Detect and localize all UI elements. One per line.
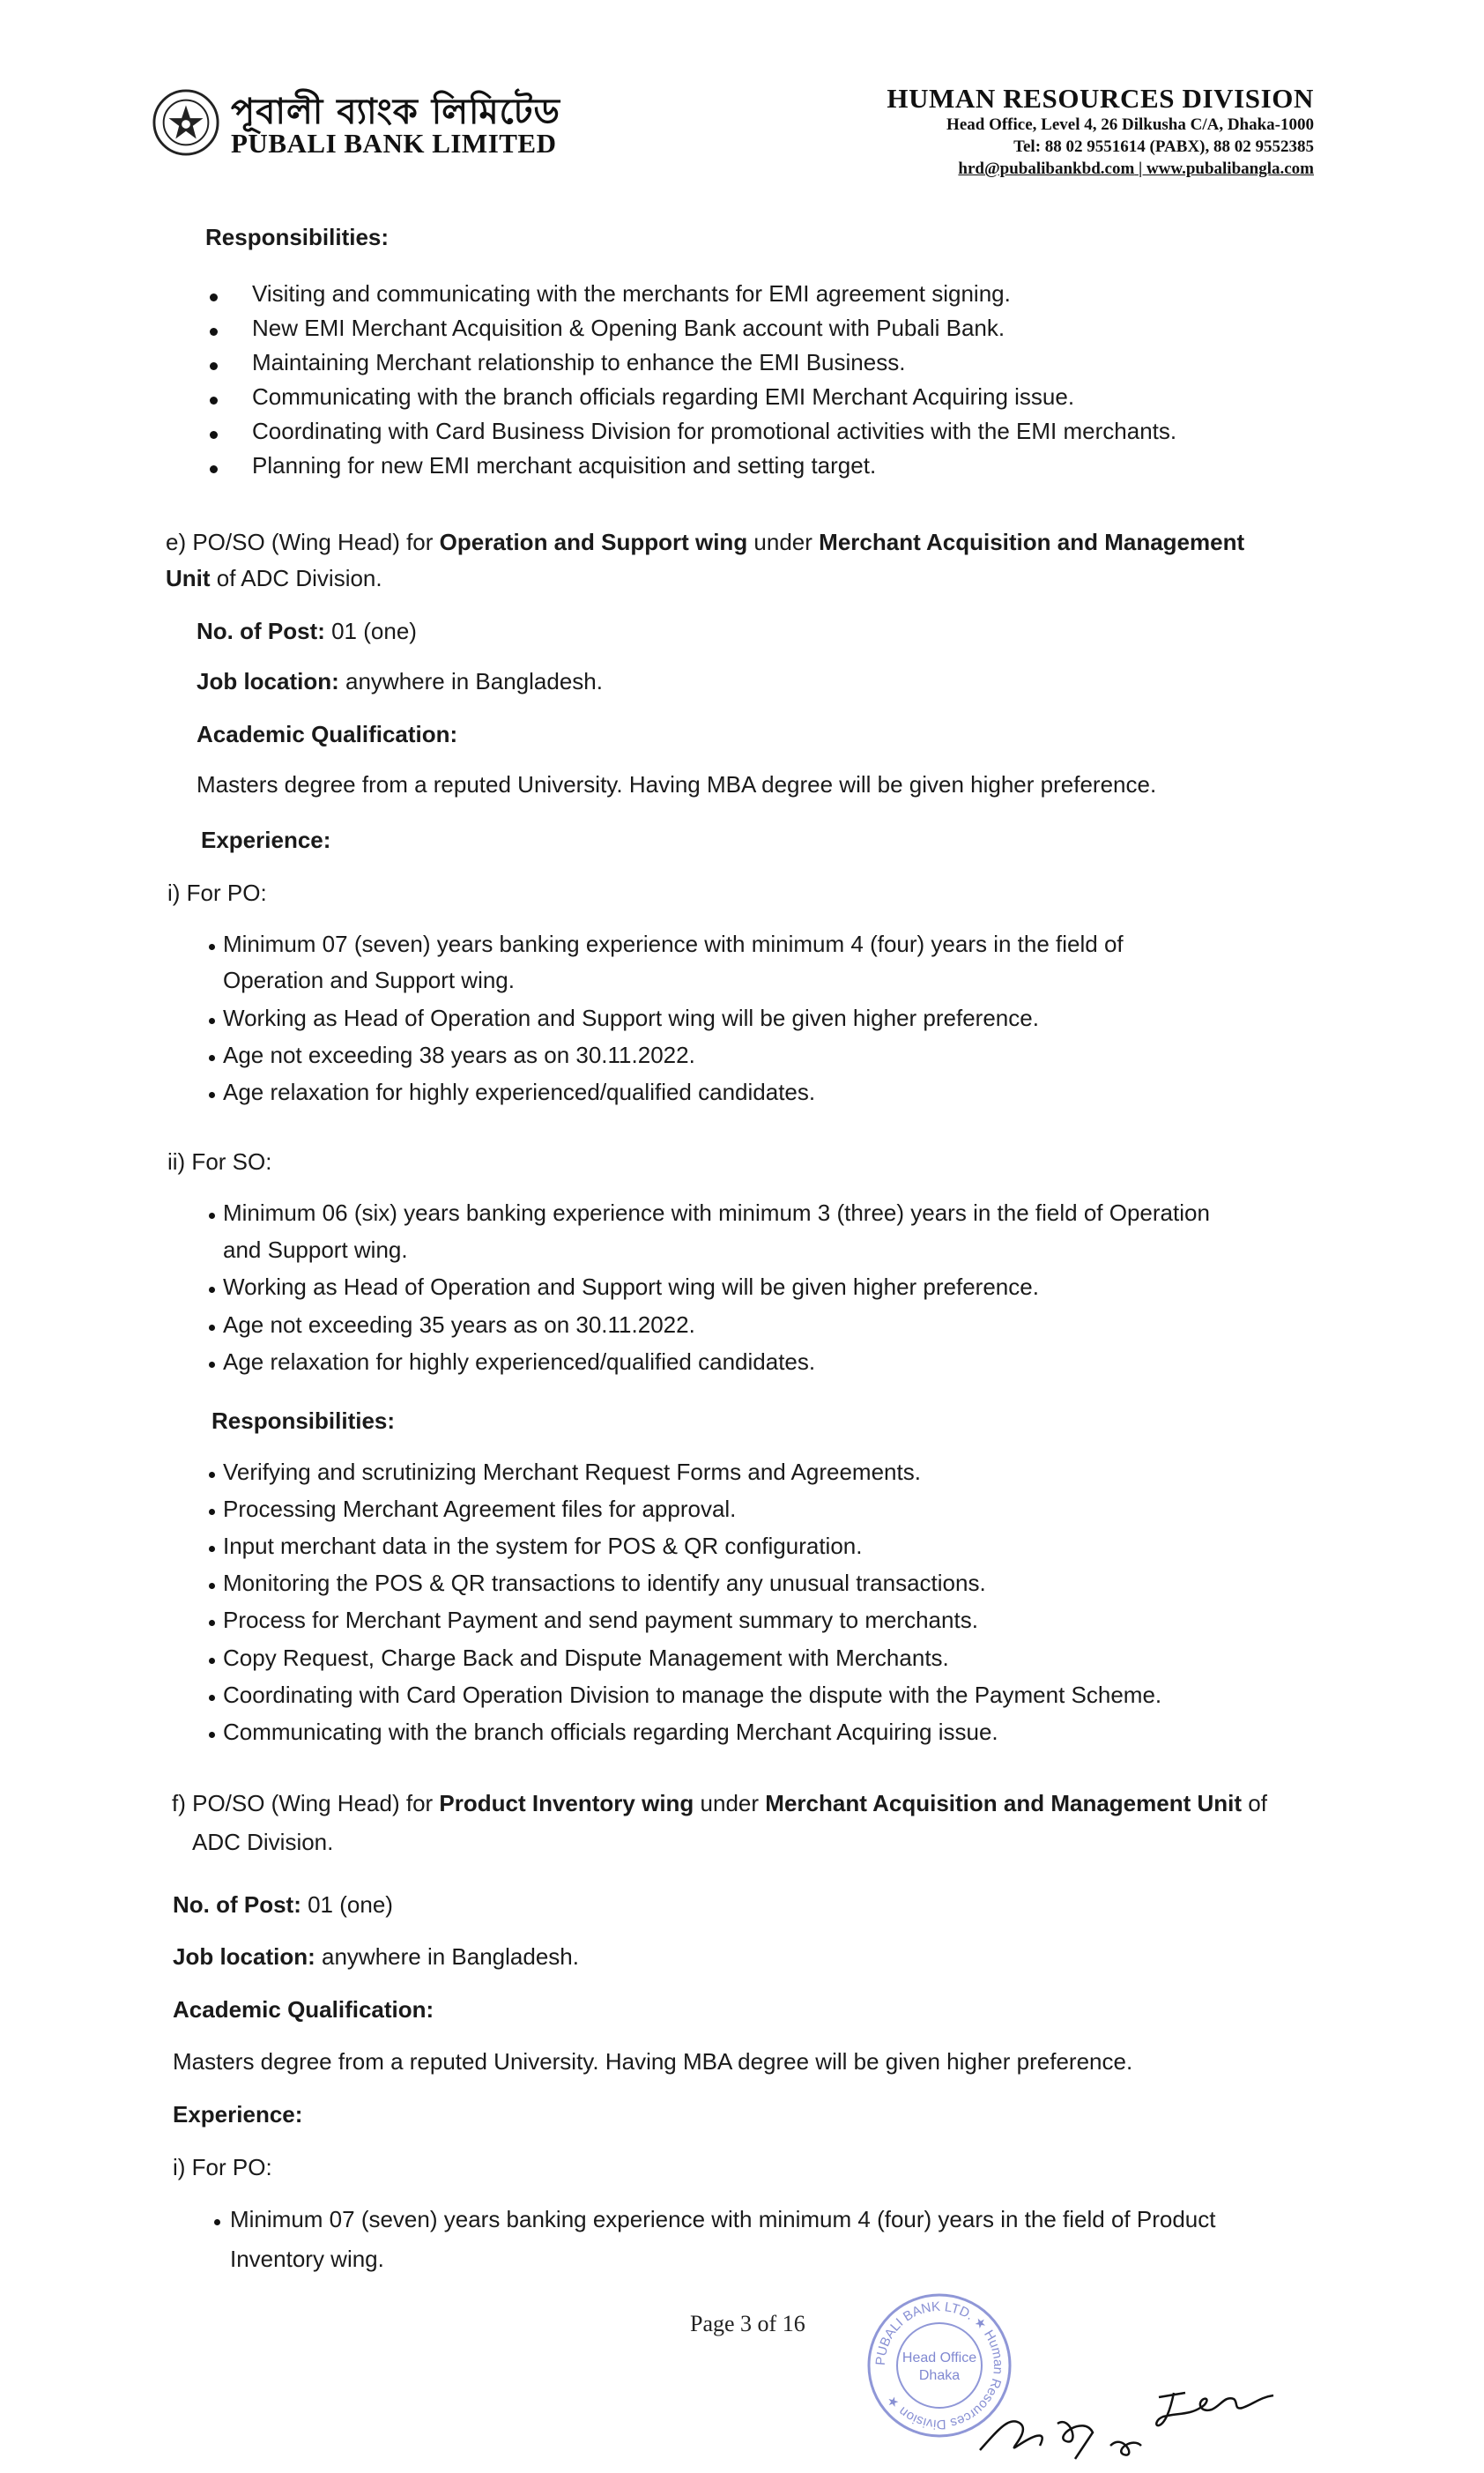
section-e-posts [197,616,417,646]
posts-label: No. of Post: [197,618,325,644]
location-value: anywhere in Bangladesh. [338,668,603,694]
list-item: Planning for new EMI merchant acquisition and setting target. [252,452,877,479]
section-e-unit-word: Unit [166,565,211,591]
list-item: Age relaxation for highly experienced/qualified candidates. [223,1079,816,1105]
list-item: Coordinating with Card Operation Division to manage the dispute with the Payment Scheme. [223,1682,1162,1708]
section-f-title-line2: ADC Division. [192,1829,334,1855]
list-item-continuation: and Support wing. [223,1236,408,1263]
list-item: Coordinating with Card Business Division for promotional activities with the EMI merchants. [252,418,1177,444]
division-header [887,84,1314,180]
location-value: anywhere in Bangladesh. [315,1943,579,1970]
email-link[interactable]: hrd@pubalibankbd.com [958,160,1135,178]
list-item: Age not exceeding 35 years as on 30.11.2022. [223,1311,695,1338]
division-title: HUMAN RESOURCES DIVISION [887,83,1314,114]
posts-value: 01 (one) [301,1891,393,1918]
list-item: Age not exceeding 38 years as on 30.11.2022. [223,1042,695,1068]
section-e-po-label: i) For PO: [167,880,267,906]
section-f-title-suffix: of [1242,1790,1267,1816]
section-e-academic-heading: Academic Qualification: [197,721,458,747]
list-item: New EMI Merchant Acquisition & Opening Bank account with Pubali Bank. [252,315,1005,341]
section-f-unit-name: Merchant Acquisition and Management Unit [765,1790,1243,1816]
division-address: Head Office, Level 4, 26 Dilkusha C/A, Dhaka-1000 [946,115,1314,134]
location-label: Job location: [197,668,339,694]
bullet-icon [214,2219,220,2225]
division-phone: Tel: 88 02 9551614 (PABX), 88 02 9552385 [1013,137,1314,156]
bullet-icon [209,1509,215,1515]
section-f-title-prefix: f) PO/SO (Wing Head) for [172,1790,440,1816]
section-f-academic-heading: Academic Qualification: [173,1996,434,2023]
list-item: Copy Request, Charge Back and Dispute Management with Merchants. [223,1645,949,1671]
location-label: Job location: [173,1943,315,1970]
stamp-center-line2: Dhaka [918,2368,961,2383]
bullet-icon [209,1583,215,1589]
section-e-responsibilities-heading: Responsibilities: [211,1407,396,1434]
bullet-icon [209,1472,215,1478]
bullet-icon [209,1620,215,1626]
bullet-icon [209,1362,215,1368]
list-item: Processing Merchant Agreement files for approval. [223,1496,737,1522]
bullet-icon [210,328,218,336]
bullet-icon [209,1287,215,1293]
list-item: Monitoring the POS & QR transactions to identify any unusual transactions. [223,1570,986,1596]
section-e-title-line2 [166,563,382,593]
section-f-location [173,1942,579,1972]
list-item-continuation: Inventory wing. [230,2246,384,2272]
division-contact-links [887,158,1314,180]
section-e-wing-name: Operation and Support wing [439,529,748,555]
list-item: Maintaining Merchant relationship to enhance the EMI Business. [252,349,906,375]
section-e-title-mid: under [747,529,820,555]
bullet-icon [209,1018,215,1024]
posts-label: No. of Post: [173,1891,301,1918]
list-item: Input merchant data in the system for POS & QR configuration. [223,1533,863,1559]
section-e-unit-name: Merchant Acquisition and Management [819,529,1245,555]
list-item: Working as Head of Operation and Support wing will be given higher preference. [223,1005,1039,1031]
list-item: Visiting and communicating with the merchants for EMI agreement signing. [252,280,1011,307]
section-f-po-label: i) For PO: [173,2154,272,2180]
bullet-icon [209,1546,215,1552]
pubali-bank-seal-icon [152,88,220,157]
list-item: Verifying and scrutinizing Merchant Request Forms and Agreements. [223,1459,921,1485]
bullet-icon [210,362,218,370]
list-item: Communicating with the branch officials regarding EMI Merchant Acquiring issue. [252,383,1075,410]
bullet-icon [210,293,218,301]
bullet-icon [209,1325,215,1331]
stamp-ring-text: PUBALI BANK LTD. ★ Human Resources Division ★ [872,2298,1006,2432]
bullet-icon [210,431,218,439]
section-e-title [166,527,1244,557]
bullet-icon [209,1658,215,1664]
bullet-icon [210,465,218,473]
bullet-icon [209,944,215,950]
bullet-icon [209,1695,215,1701]
section-f-title [172,1788,1267,1818]
responsibilities-heading: Responsibilities: [205,224,390,250]
section-e-experience-heading: Experience: [201,827,331,853]
posts-value: 01 (one) [324,618,417,644]
page-number: Page 3 of 16 [690,2311,805,2336]
bank-name-english: PUBALI BANK LIMITED [231,128,557,159]
list-item-continuation: Operation and Support wing. [223,967,515,993]
list-item: Process for Merchant Payment and send payment summary to merchants. [223,1607,978,1633]
bullet-icon [209,1213,215,1219]
bank-name-bengali: পূবালী ব্যাংক লিমিটেড [231,92,560,132]
stamp-center-line1: Head Office [902,2350,977,2365]
section-f-wing-name: Product Inventory wing [439,1790,694,1816]
section-e-title-prefix: e) PO/SO (Wing Head) for [166,529,440,555]
handwritten-signatures-icon [969,2362,1287,2468]
section-e-so-label: ii) For SO: [167,1148,272,1175]
section-e-division: of ADC Division. [210,565,382,591]
list-item: Communicating with the branch officials regarding Merchant Acquiring issue. [223,1719,998,1745]
section-f-experience-heading: Experience: [173,2101,303,2128]
link-separator: | [1139,160,1146,178]
list-item: Minimum 07 (seven) years banking experience with minimum 4 (four) years in the field of Product [230,2206,1216,2232]
list-item: Age relaxation for highly experienced/qualified candidates. [223,1348,816,1375]
bullet-icon [209,1092,215,1098]
section-f-academic-text: Masters degree from a reputed University. Having MBA degree will be given higher preference. [173,2048,1133,2075]
bullet-icon [210,397,218,405]
section-e-academic-text: Masters degree from a reputed University. Having MBA degree will be given higher preference. [197,771,1157,798]
website-link[interactable]: www.pubalibangla.com [1146,160,1314,178]
bullet-icon [209,1732,215,1738]
list-item: Minimum 06 (six) years banking experience with minimum 3 (three) years in the field of Operation [223,1199,1210,1226]
section-f-title-mid: under [694,1790,766,1816]
section-e-location [197,666,603,696]
section-f-posts [173,1890,393,1920]
list-item: Working as Head of Operation and Support wing will be given higher preference. [223,1274,1039,1300]
list-item: Minimum 07 (seven) years banking experience with minimum 4 (four) years in the field of [223,931,1124,957]
bullet-icon [209,1055,215,1061]
